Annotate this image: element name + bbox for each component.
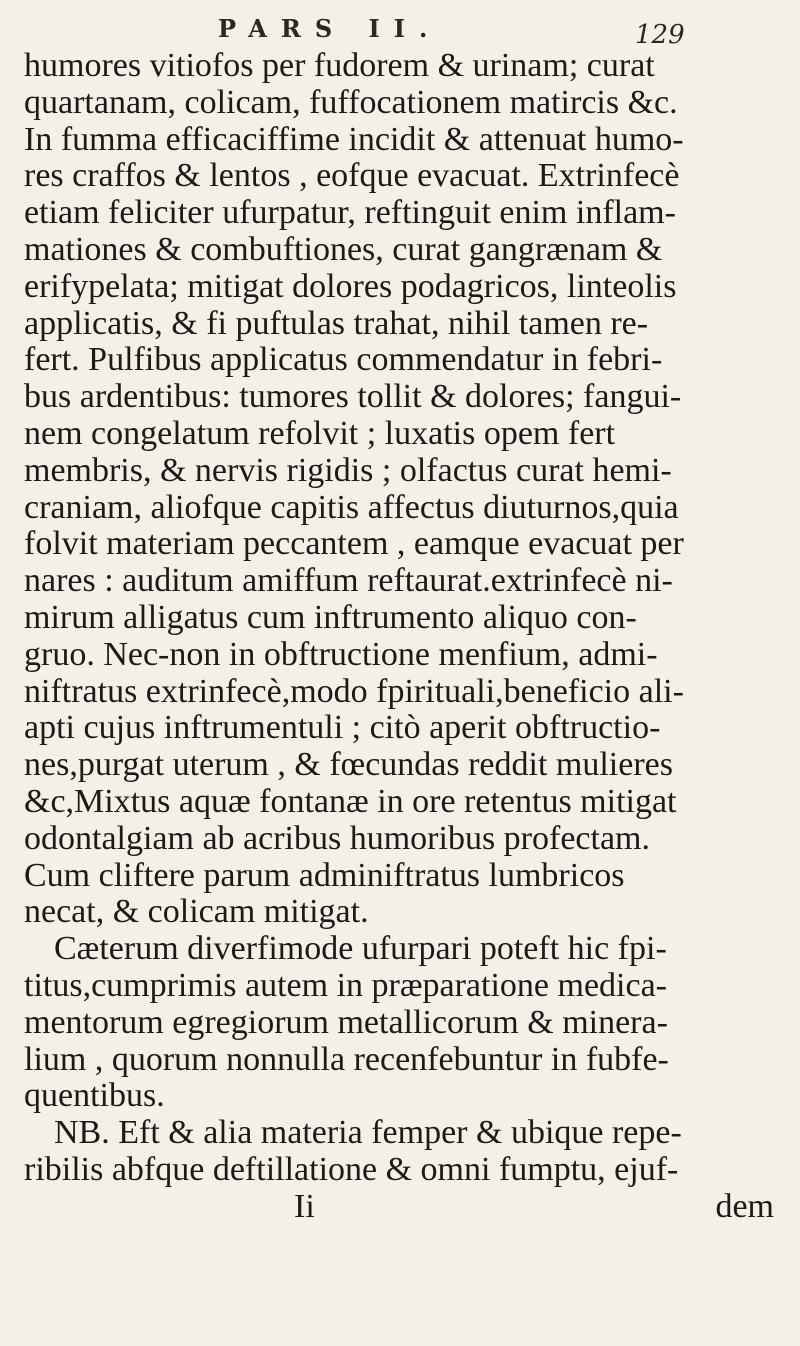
text-line: etiam feliciter ufurpatur, reftinguit enim inflam- [24,194,676,232]
body-text [24,48,794,1226]
text-line: nes,purgat uterum , & fœcundas reddit mulieres [24,746,673,784]
page-footer [24,1189,794,1226]
text-line: mationes & combuftiones, curat gangrænam & [24,230,663,268]
text-line: lium , quorum nonnulla recenfebuntur in fubfe- [24,1040,669,1078]
signature-mark: Ii [294,1187,315,1225]
text-line: applicatis, & fi puftulas trahat, nihil tamen re- [24,304,649,342]
text-line: Cæterum diverfimode ufurpari poteft hic fpi- [54,930,667,968]
page-header [200,6,800,50]
text-line: mirum alligatus cum inftrumento aliquo con- [24,598,637,636]
text-line: gruo. Nec-non in obftructione menfium, admi- [24,635,658,673]
text-line: craniam, aliofque capitis affectus diuturnos,quia [24,488,679,526]
text-line: apti cujus inftrumentuli ; citò aperit obftructio- [24,709,661,747]
text-line: niftratus extrinfecè,modo fpirituali,beneficio ali- [24,672,684,710]
text-line: &c,Mixtus aquæ fontanæ in ore retentus mitigat [24,782,677,820]
text-line: res craffos & lentos , eofque evacuat. Extrinfecè [24,157,680,195]
running-head: PARS II. [218,14,442,43]
catchword: dem [715,1187,774,1225]
page-number: 129 [635,20,685,50]
text-line: quentibus. [24,1077,165,1115]
text-line: titus,cumprimis autem in præparatione medica- [24,966,667,1004]
text-line: humores vitiofos per fudorem & urinam; curat [24,47,655,84]
text-line: folvit materiam peccantem , eamque evacuat per [24,525,684,563]
text-line: fert. Pulfibus applicatus commendatur in febri- [24,341,663,379]
text-line: In fumma efficaciffime incidit & attenuat humo- [24,120,684,158]
text-line: nem congelatum refolvit ; luxatis opem fert [24,414,616,452]
text-line: membris, & nervis rigidis ; olfactus curat hemi- [24,451,672,489]
text-line: nares : auditum amiffum reftaurat.extrinfecè ni- [24,562,673,600]
text-line: Cum cliftere parum adminiftratus lumbricos [24,856,625,894]
text-line: bus ardentibus: tumores tollit & dolores; fangui- [24,378,682,416]
text-line: mentorum egregiorum metallicorum & minera- [24,1003,668,1041]
text-line: ribilis abfque deftillatione & omni fumptu, ejuf- [24,1150,679,1188]
text-line: NB. Eft & alia materia femper & ubique repe- [54,1114,682,1152]
text-line: odontalgiam ab acribus humoribus profectam. [24,819,650,857]
text-line: quartanam, colicam, fuffocationem matircis &c. [24,83,678,121]
text-line: erifypelata; mitigat dolores podagricos, linteolis [24,267,677,305]
text-line: necat, & colicam mitigat. [24,893,369,931]
